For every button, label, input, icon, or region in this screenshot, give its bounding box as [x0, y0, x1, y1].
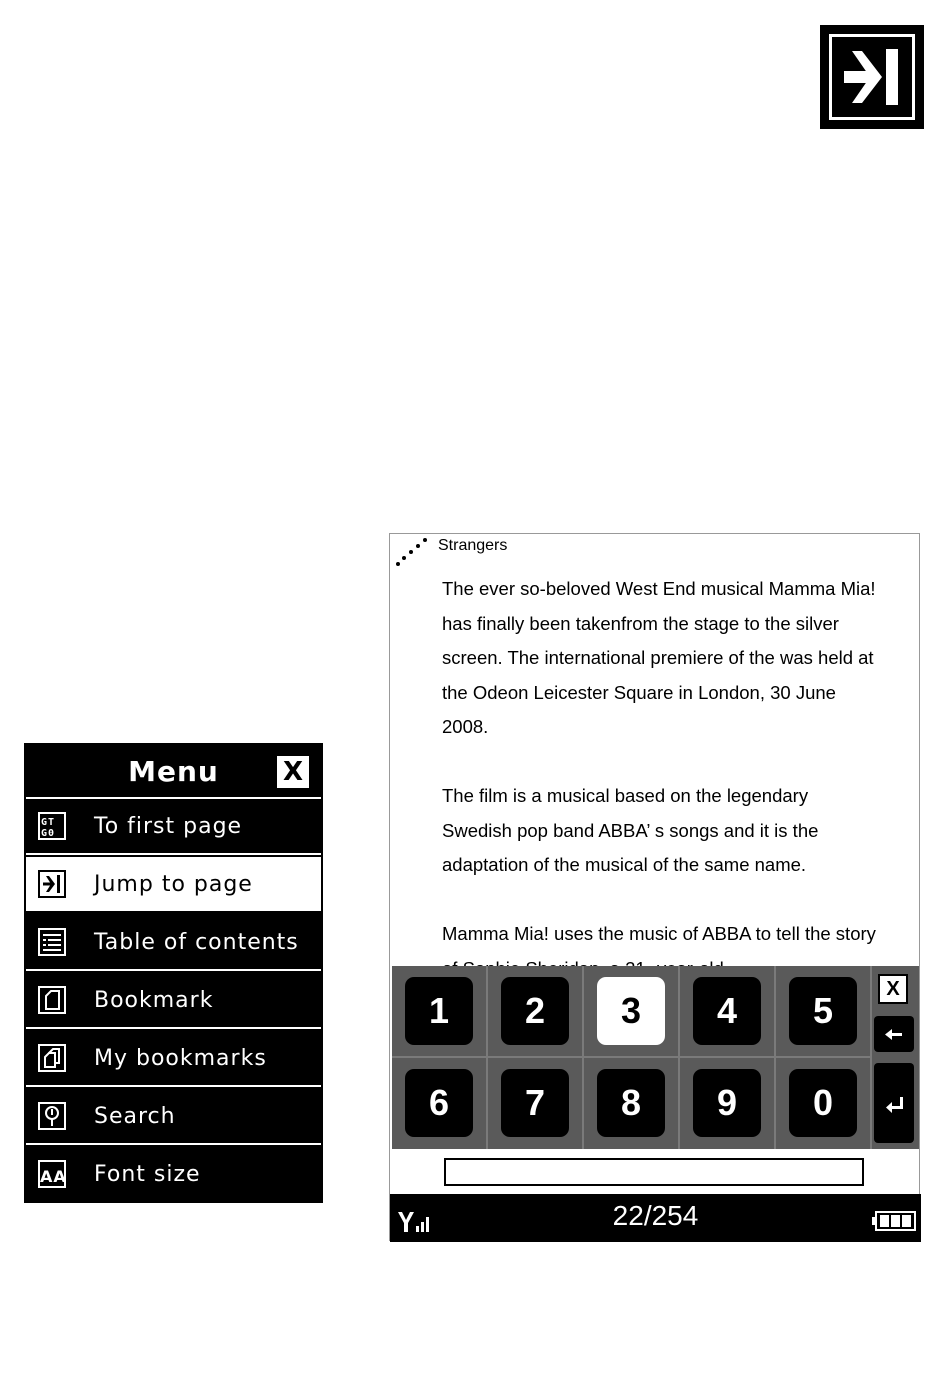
book-title: Strangers [438, 537, 508, 554]
menu-item-label: To first page [94, 814, 243, 839]
menu-item-to-first-page[interactable] [26, 799, 321, 855]
enter-button[interactable] [874, 1063, 914, 1143]
key-2[interactable]: 2 [501, 977, 569, 1045]
my-bookmarks-icon [38, 1044, 66, 1072]
first-page-icon [38, 812, 66, 840]
table-of-contents-icon [38, 928, 66, 956]
menu-item-label: Bookmark [94, 988, 214, 1013]
key-3[interactable]: 3 [597, 977, 665, 1045]
key-7[interactable]: 7 [501, 1069, 569, 1137]
book-paragraph: The ever so-beloved West End musical Mamma Mia! has finally been takenfrom the stage to the silver screen. The international premiere of the was held at the Odeon Leicester Square in London, 30 June 2008. [442, 578, 876, 737]
menu-title: Menu [128, 755, 219, 788]
menu-item-label: Table of contents [94, 930, 299, 955]
page-number-input[interactable] [444, 1158, 864, 1186]
menu-header [26, 745, 321, 799]
menu-item-bookmark[interactable] [26, 973, 321, 1029]
svg-text:AA: AA [40, 1167, 67, 1186]
menu-item-label: My bookmarks [94, 1046, 267, 1071]
key-9[interactable]: 9 [693, 1069, 761, 1137]
book-paragraph: The film is a musical based on the legendary Swedish pop band ABBA’ s songs and it is the adaptation of the musical of the same name. [442, 785, 819, 875]
key-1[interactable]: 1 [405, 977, 473, 1045]
key-0[interactable]: 0 [789, 1069, 857, 1137]
status-bar [390, 1194, 921, 1242]
key-5[interactable]: 5 [789, 977, 857, 1045]
svg-text:G0: G0 [41, 828, 56, 839]
svg-text:GT: GT [41, 817, 56, 828]
key-4[interactable]: 4 [693, 977, 761, 1045]
menu-item-label: Jump to page [94, 872, 253, 897]
jump-to-page-icon [38, 870, 66, 898]
menu-item-my-bookmarks[interactable] [26, 1031, 321, 1087]
battery-icon [872, 1211, 916, 1231]
book-text [442, 572, 882, 1021]
backspace-button[interactable] [874, 1016, 914, 1052]
search-icon [38, 1102, 66, 1130]
reader-screen [389, 533, 920, 1241]
menu-item-table-of-contents[interactable] [26, 915, 321, 971]
font-size-icon [38, 1160, 66, 1188]
menu-item-label: Search [94, 1104, 176, 1129]
menu-item-jump-to-page[interactable] [26, 857, 321, 913]
menu-panel [24, 743, 323, 1203]
keypad-close-button[interactable]: X [878, 974, 908, 1004]
loading-dots-icon [394, 536, 430, 568]
backspace-arrow-icon [874, 1016, 914, 1052]
menu-item-search[interactable] [26, 1089, 321, 1145]
number-keypad [392, 966, 919, 1149]
bookmark-icon [38, 986, 66, 1014]
menu-item-label: Font size [94, 1162, 201, 1187]
jump-to-page-large-icon [820, 25, 924, 129]
key-8[interactable]: 8 [597, 1069, 665, 1137]
menu-item-font-size[interactable] [26, 1147, 321, 1203]
book-paragraph: Mamma Mia! uses the music of ABBA to tell the story [442, 923, 876, 944]
menu-close-button[interactable]: X [277, 756, 309, 788]
enter-icon [874, 1063, 914, 1143]
key-6[interactable]: 6 [405, 1069, 473, 1137]
page-indicator: 22/254 [612, 1200, 699, 1231]
